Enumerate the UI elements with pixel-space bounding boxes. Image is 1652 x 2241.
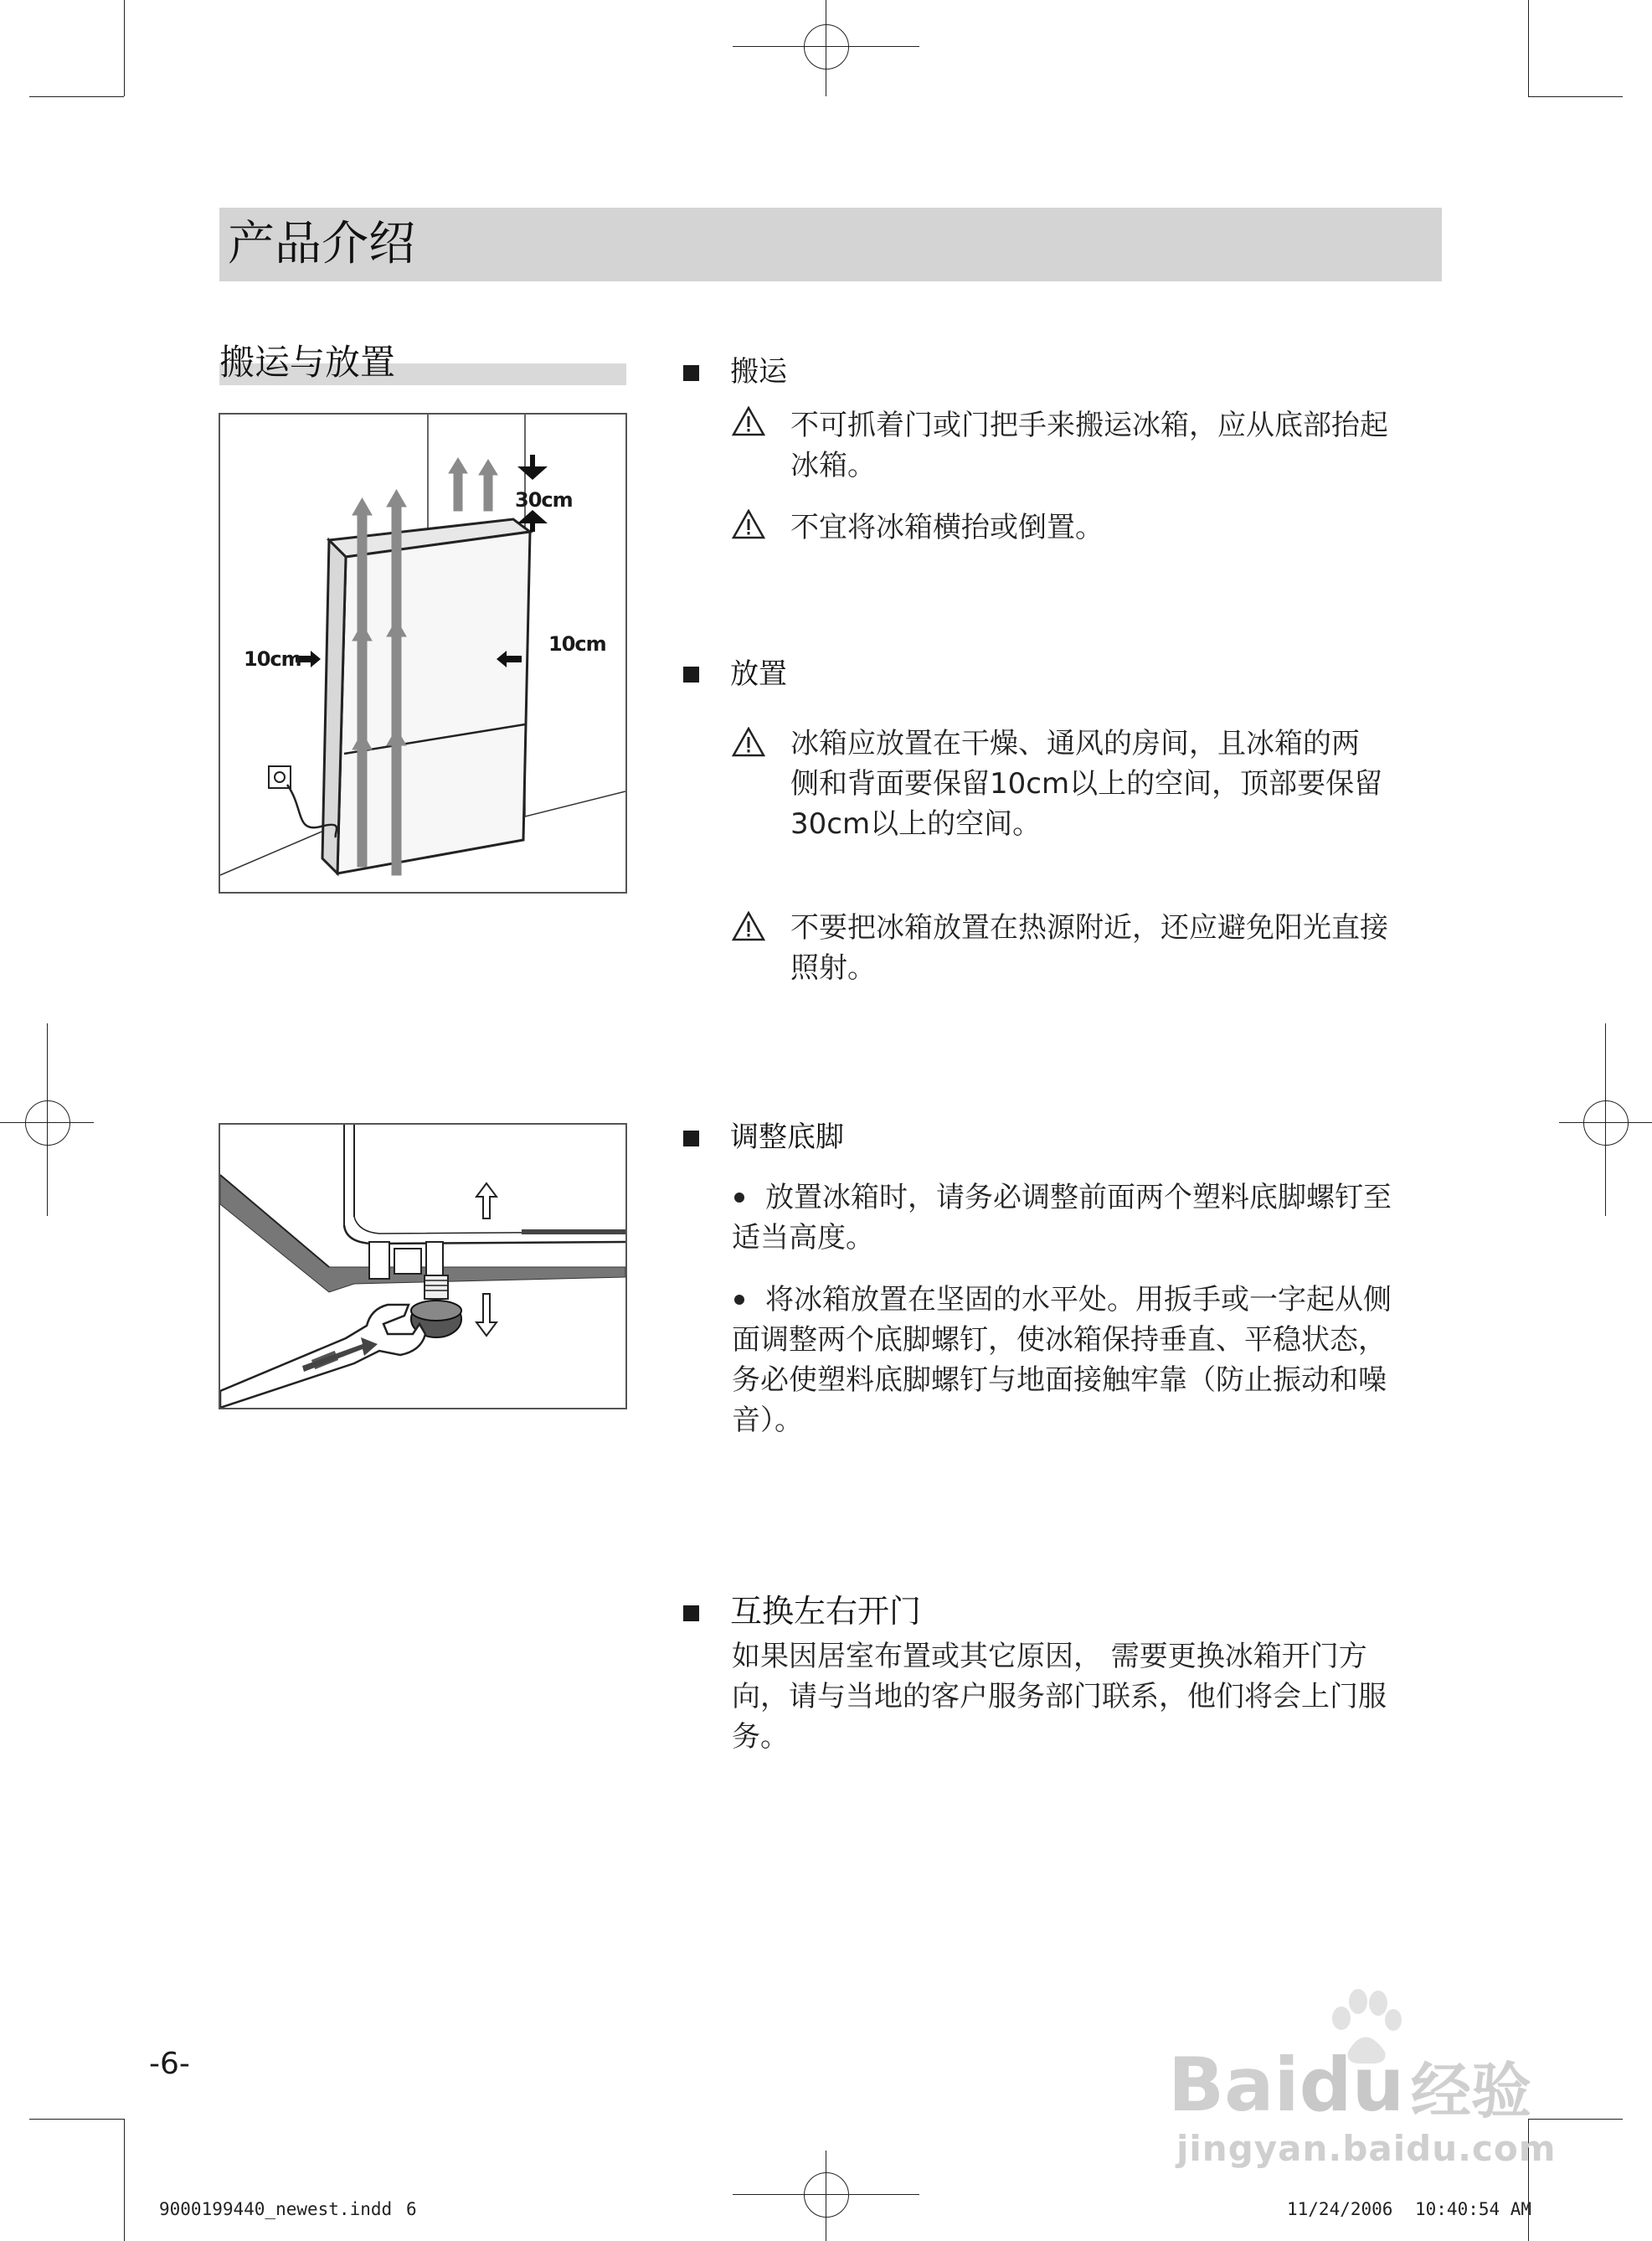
warning-icon xyxy=(732,509,765,539)
transport-warning-2: 不宜将冰箱横抬或倒置。 xyxy=(790,511,1104,544)
placement-warning-2-line-2: 照射。 xyxy=(790,951,876,985)
label-left-clearance: 10cm xyxy=(244,647,301,671)
placement-warning-1-line-3: 30cm以上的空间。 xyxy=(790,807,1042,841)
transport-warning-1-line-1: 不可抓着门或门把手来搬运冰箱，应从底部抬起 xyxy=(790,409,1388,442)
door-text-line-1: 如果因居室布置或其它原因， 需要更换冰箱开门方 xyxy=(732,1640,1367,1673)
transport-warning-1-line-2: 冰箱。 xyxy=(790,449,876,482)
warning-icon xyxy=(732,727,765,757)
footer-page: 6 xyxy=(406,2199,417,2219)
feet-bullet-2-line-2: 面调整两个底脚螺钉，使冰箱保持垂直、平稳状态， xyxy=(732,1323,1387,1357)
section-title: 搬运与放置 xyxy=(219,342,396,383)
warning-icon xyxy=(732,911,765,941)
bullet-dot xyxy=(734,1295,744,1305)
bullet-square xyxy=(683,667,699,683)
feet-bullet-1-line-1: 放置冰箱时，请务必调整前面两个塑料底脚螺钉至 xyxy=(765,1181,1392,1214)
bullet-square xyxy=(683,1605,699,1621)
feet-bullet-1-line-2: 适当高度。 xyxy=(732,1221,874,1254)
baidu-watermark xyxy=(1160,1985,1570,2169)
label-top-clearance: 30cm xyxy=(515,488,573,512)
placement-warning-1-line-2: 侧和背面要保留10cm以上的空间，顶部要保留 xyxy=(790,767,1383,801)
door-text-line-2: 向，请与当地的客户服务部门联系，他们将会上门服 xyxy=(732,1680,1387,1713)
watermark-url: jingyan.baidu.com xyxy=(1176,2128,1557,2169)
watermark-brand-2: du xyxy=(1299,2042,1405,2128)
placement-warning-2-line-1: 不要把冰箱放置在热源附近，还应避免阳光直接 xyxy=(790,911,1388,945)
footer-time: 10:40:54 AM xyxy=(1415,2199,1532,2219)
bullet-square xyxy=(683,365,699,381)
feet-bullet-2-line-4: 音）。 xyxy=(732,1404,803,1437)
watermark-brand: Bai xyxy=(1168,2042,1299,2128)
bullet-dot xyxy=(734,1193,744,1203)
bullet-square xyxy=(683,1131,699,1146)
warning-icon xyxy=(732,406,765,436)
adjust-feet-figure xyxy=(219,1123,627,1409)
feet-bullet-2-line-3: 务必使塑料底脚螺钉与地面接触牢靠（防止振动和噪 xyxy=(732,1363,1387,1397)
door-heading: 互换左右开门 xyxy=(730,1593,922,1630)
label-right-clearance: 10cm xyxy=(548,632,606,656)
transport-heading: 搬运 xyxy=(730,355,787,389)
door-text-line-3: 务。 xyxy=(732,1720,789,1754)
placement-warning-1-line-1: 冰箱应放置在干燥、通风的房间，且冰箱的两 xyxy=(790,727,1360,760)
watermark-cn: 经验 xyxy=(1411,2056,1532,2126)
footer-date: 11/24/2006 xyxy=(1287,2199,1393,2219)
placement-heading: 放置 xyxy=(730,657,787,691)
feet-heading: 调整底脚 xyxy=(730,1120,844,1154)
page-number: -6- xyxy=(149,2047,190,2081)
fridge-clearance-figure xyxy=(219,413,627,894)
page-title: 产品介绍 xyxy=(228,217,415,271)
feet-bullet-2-line-1: 将冰箱放置在坚固的水平处。用扳手或一字起从侧 xyxy=(765,1283,1392,1316)
footer-filename: 9000199440_newest.indd xyxy=(159,2199,393,2219)
